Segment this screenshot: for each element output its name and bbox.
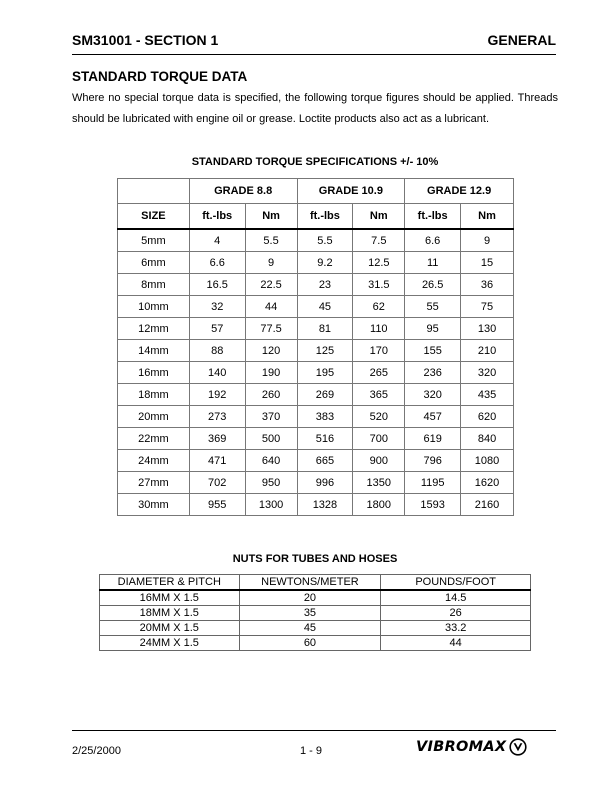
torque-value-cell: 619 (405, 428, 461, 450)
torque-value-cell: 955 (189, 494, 245, 516)
nut-size-cell: 24MM X 1.5 (100, 636, 240, 651)
torque-value-cell: 88 (189, 340, 245, 362)
torque-value-cell: 1620 (461, 472, 514, 494)
table-row (118, 274, 514, 296)
torque-value-cell: 265 (353, 362, 405, 384)
page-header-category: GENERAL (487, 32, 556, 48)
size-cell: 10mm (118, 296, 190, 318)
table-row (118, 229, 514, 252)
torque-value-cell: 640 (245, 450, 297, 472)
torque-value-cell: 16.5 (189, 274, 245, 296)
nut-torque-cell: 14.5 (381, 590, 531, 606)
torque-value-cell: 320 (405, 384, 461, 406)
grade-header-row (118, 179, 514, 204)
table-row (118, 296, 514, 318)
torque-value-cell: 1195 (405, 472, 461, 494)
footer-divider (72, 730, 556, 731)
size-cell: 22mm (118, 428, 190, 450)
torque-value-cell: 6.6 (405, 229, 461, 252)
nut-torque-cell: 60 (239, 636, 381, 651)
nuts-header-row (100, 575, 531, 591)
torque-value-cell: 45 (297, 296, 353, 318)
nut-size-cell: 20MM X 1.5 (100, 621, 240, 636)
size-cell: 12mm (118, 318, 190, 340)
grade-header-blank (118, 179, 190, 204)
torque-value-cell: 383 (297, 406, 353, 428)
torque-value-cell: 369 (189, 428, 245, 450)
size-cell: 16mm (118, 362, 190, 384)
nut-torque-cell: 45 (239, 621, 381, 636)
nuts-table (99, 574, 531, 651)
torque-value-cell: 1328 (297, 494, 353, 516)
table-row (100, 606, 531, 621)
footer-date: 2/25/2000 (72, 745, 121, 757)
table-row (118, 406, 514, 428)
unit-header: ft.-lbs (297, 204, 353, 230)
torque-value-cell: 471 (189, 450, 245, 472)
torque-value-cell: 6.6 (189, 252, 245, 274)
torque-value-cell: 130 (461, 318, 514, 340)
torque-value-cell: 702 (189, 472, 245, 494)
torque-value-cell: 796 (405, 450, 461, 472)
nut-torque-cell: 44 (381, 636, 531, 651)
table-row (118, 428, 514, 450)
brand-logo (416, 738, 527, 756)
grade-header: GRADE 12.9 (405, 179, 514, 204)
torque-value-cell: 36 (461, 274, 514, 296)
torque-value-cell: 1300 (245, 494, 297, 516)
torque-value-cell: 5.5 (297, 229, 353, 252)
torque-value-cell: 500 (245, 428, 297, 450)
page-header-section: SM31001 - SECTION 1 (72, 32, 219, 48)
size-cell: 20mm (118, 406, 190, 428)
torque-value-cell: 120 (245, 340, 297, 362)
nuts-header: NEWTONS/METER (239, 575, 381, 591)
torque-value-cell: 620 (461, 406, 514, 428)
torque-value-cell: 365 (353, 384, 405, 406)
torque-value-cell: 81 (297, 318, 353, 340)
torque-value-cell: 1800 (353, 494, 405, 516)
table-row (118, 472, 514, 494)
size-cell: 18mm (118, 384, 190, 406)
torque-value-cell: 192 (189, 384, 245, 406)
unit-header-row (118, 204, 514, 230)
torque-table (117, 178, 514, 516)
torque-value-cell: 170 (353, 340, 405, 362)
torque-value-cell: 110 (353, 318, 405, 340)
torque-value-cell: 55 (405, 296, 461, 318)
unit-header: ft.-lbs (405, 204, 461, 230)
grade-header: GRADE 10.9 (297, 179, 405, 204)
torque-value-cell: 62 (353, 296, 405, 318)
torque-value-cell: 75 (461, 296, 514, 318)
table-row (100, 590, 531, 606)
size-cell: 30mm (118, 494, 190, 516)
torque-value-cell: 9.2 (297, 252, 353, 274)
torque-value-cell: 32 (189, 296, 245, 318)
torque-value-cell: 840 (461, 428, 514, 450)
torque-value-cell: 195 (297, 362, 353, 384)
table-row (118, 340, 514, 362)
torque-value-cell: 516 (297, 428, 353, 450)
torque-value-cell: 9 (461, 229, 514, 252)
table-row (118, 252, 514, 274)
nuts-header: POUNDS/FOOT (381, 575, 531, 591)
table-row (118, 384, 514, 406)
unit-header: Nm (245, 204, 297, 230)
size-header: SIZE (118, 204, 190, 230)
torque-table-caption: STANDARD TORQUE SPECIFICATIONS +/- 10% (191, 156, 439, 168)
nut-size-cell: 18MM X 1.5 (100, 606, 240, 621)
nuts-table-caption: NUTS FOR TUBES AND HOSES (232, 553, 398, 565)
torque-value-cell: 1593 (405, 494, 461, 516)
torque-value-cell: 370 (245, 406, 297, 428)
table-row (118, 450, 514, 472)
nut-torque-cell: 35 (239, 606, 381, 621)
size-cell: 8mm (118, 274, 190, 296)
size-cell: 5mm (118, 229, 190, 252)
torque-value-cell: 520 (353, 406, 405, 428)
torque-value-cell: 269 (297, 384, 353, 406)
torque-value-cell: 5.5 (245, 229, 297, 252)
torque-value-cell: 1350 (353, 472, 405, 494)
torque-value-cell: 2160 (461, 494, 514, 516)
nuts-table-body (100, 590, 531, 651)
nut-torque-cell: 20 (239, 590, 381, 606)
table-row (118, 362, 514, 384)
torque-value-cell: 22.5 (245, 274, 297, 296)
torque-value-cell: 457 (405, 406, 461, 428)
torque-value-cell: 1080 (461, 450, 514, 472)
table-row (118, 494, 514, 516)
torque-value-cell: 435 (461, 384, 514, 406)
torque-value-cell: 155 (405, 340, 461, 362)
brand-name: VIBROMAX (416, 739, 507, 755)
torque-value-cell: 320 (461, 362, 514, 384)
table-row (118, 318, 514, 340)
table-row (100, 636, 531, 651)
unit-header: ft.-lbs (189, 204, 245, 230)
torque-value-cell: 996 (297, 472, 353, 494)
torque-value-cell: 900 (353, 450, 405, 472)
size-cell: 24mm (118, 450, 190, 472)
torque-value-cell: 77.5 (245, 318, 297, 340)
torque-value-cell: 44 (245, 296, 297, 318)
torque-table-body (118, 229, 514, 516)
size-cell: 14mm (118, 340, 190, 362)
table-row (100, 621, 531, 636)
torque-value-cell: 125 (297, 340, 353, 362)
nut-size-cell: 16MM X 1.5 (100, 590, 240, 606)
nut-torque-cell: 26 (381, 606, 531, 621)
intro-paragraph: Where no special torque data is specified, the following torque figures should be applied. Threads should be lubricated with engine oil or grease. Loctite products also act as a lubricant. (72, 92, 558, 125)
nuts-header: DIAMETER & PITCH (100, 575, 240, 591)
torque-value-cell: 95 (405, 318, 461, 340)
torque-value-cell: 236 (405, 362, 461, 384)
section-title: STANDARD TORQUE DATA (72, 69, 248, 84)
unit-header: Nm (461, 204, 514, 230)
torque-value-cell: 700 (353, 428, 405, 450)
torque-value-cell: 26.5 (405, 274, 461, 296)
torque-value-cell: 260 (245, 384, 297, 406)
size-cell: 6mm (118, 252, 190, 274)
torque-value-cell: 9 (245, 252, 297, 274)
torque-value-cell: 57 (189, 318, 245, 340)
nut-torque-cell: 33.2 (381, 621, 531, 636)
torque-value-cell: 11 (405, 252, 461, 274)
torque-value-cell: 4 (189, 229, 245, 252)
torque-value-cell: 190 (245, 362, 297, 384)
torque-value-cell: 15 (461, 252, 514, 274)
size-cell: 27mm (118, 472, 190, 494)
torque-value-cell: 23 (297, 274, 353, 296)
header-divider (72, 54, 556, 55)
page-number: 1 - 9 (300, 745, 323, 757)
torque-value-cell: 950 (245, 472, 297, 494)
torque-value-cell: 7.5 (353, 229, 405, 252)
torque-value-cell: 665 (297, 450, 353, 472)
torque-value-cell: 140 (189, 362, 245, 384)
torque-value-cell: 12.5 (353, 252, 405, 274)
unit-header: Nm (353, 204, 405, 230)
torque-value-cell: 273 (189, 406, 245, 428)
grade-header: GRADE 8.8 (189, 179, 297, 204)
torque-value-cell: 210 (461, 340, 514, 362)
torque-value-cell: 31.5 (353, 274, 405, 296)
vibromax-v-emblem-icon (509, 738, 527, 756)
